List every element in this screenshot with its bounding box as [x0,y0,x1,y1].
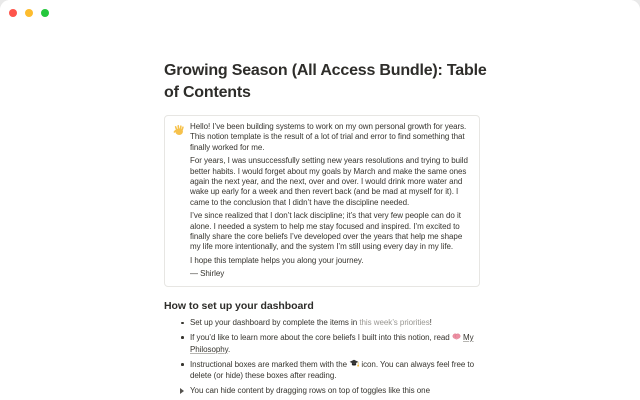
callout-paragraph[interactable]: Hello! I’ve been building systems to work on my own personal growth for years. This notion template is the result of a lot of trial and error to find something that finally worked for me. [190,122,467,152]
toggle-item-text: You can hide content by dragging rows on top of toggles like this one [190,385,430,395]
list-item-text [190,318,480,328]
text-run: Instructional boxes are marked them with the [190,359,350,369]
toggle-triangle-icon[interactable] [180,388,184,394]
graduation-cap-emoji [349,359,359,371]
callout-paragraph[interactable]: I’ve since realized that I don’t lack discipline; it’s that very few people can do it alone. I needed a system to help me stay focused and inspired. I’m excited to finally share the core beliefs I’ve developed over the years that help me shape my life more intentionally, and the system I’m still using every day in my life. [190,211,463,252]
bullet-dot [181,336,184,339]
bullet-dot [181,322,184,325]
page-title[interactable]: Growing Season (All Access Bundle): Table of Contents [164,62,487,101]
this-weeks-priorities-link[interactable]: this week’s priorities [359,317,430,327]
list-item-text [190,359,480,382]
zoom-window-button[interactable] [41,9,49,17]
callout-text [190,122,469,280]
text-run: . [228,344,231,354]
callout-paragraph[interactable]: I hope this template helps you along your journey. [190,255,364,265]
setup-list [164,318,480,396]
window-titlebar [0,0,640,26]
text-run: If you’d like to learn more about the core beliefs I built into this notion, read [190,333,452,343]
section-heading[interactable]: How to set up your dashboard [164,299,314,312]
callout-signature[interactable]: — Shirley [190,269,225,279]
text-run: Set up your dashboard by complete the items in [190,317,360,327]
brain-emoji [452,332,461,344]
my-philosophy-link[interactable]: My Philosophy [190,333,474,354]
toggle-list-item[interactable] [164,386,480,396]
list-item[interactable] [164,318,480,328]
callout-block[interactable] [164,115,480,287]
list-item[interactable] [164,359,480,382]
page-content [164,26,487,400]
text-run: icon. You can always feel free to delete (or hide) these boxes after reading. [190,359,474,381]
list-item[interactable] [164,332,480,355]
bullet-dot [181,363,184,366]
text-run: ! [429,317,432,327]
callout-paragraph[interactable]: For years, I was unsuccessfully setting new years resolutions and trying to build better habits. I would forget about my goals by March and make the same ones again the next year, and the next, over and over. I would drink more water and wake up early for a week and then revert back (and be mad at myself for it). I came to the conclusion that I didn’t have the discipline needed. [190,156,468,207]
minimize-window-button[interactable] [25,9,33,17]
window-controls [9,9,49,17]
list-item-text [190,332,480,355]
close-window-button[interactable] [9,9,17,17]
waving-hand-emoji [173,122,190,141]
